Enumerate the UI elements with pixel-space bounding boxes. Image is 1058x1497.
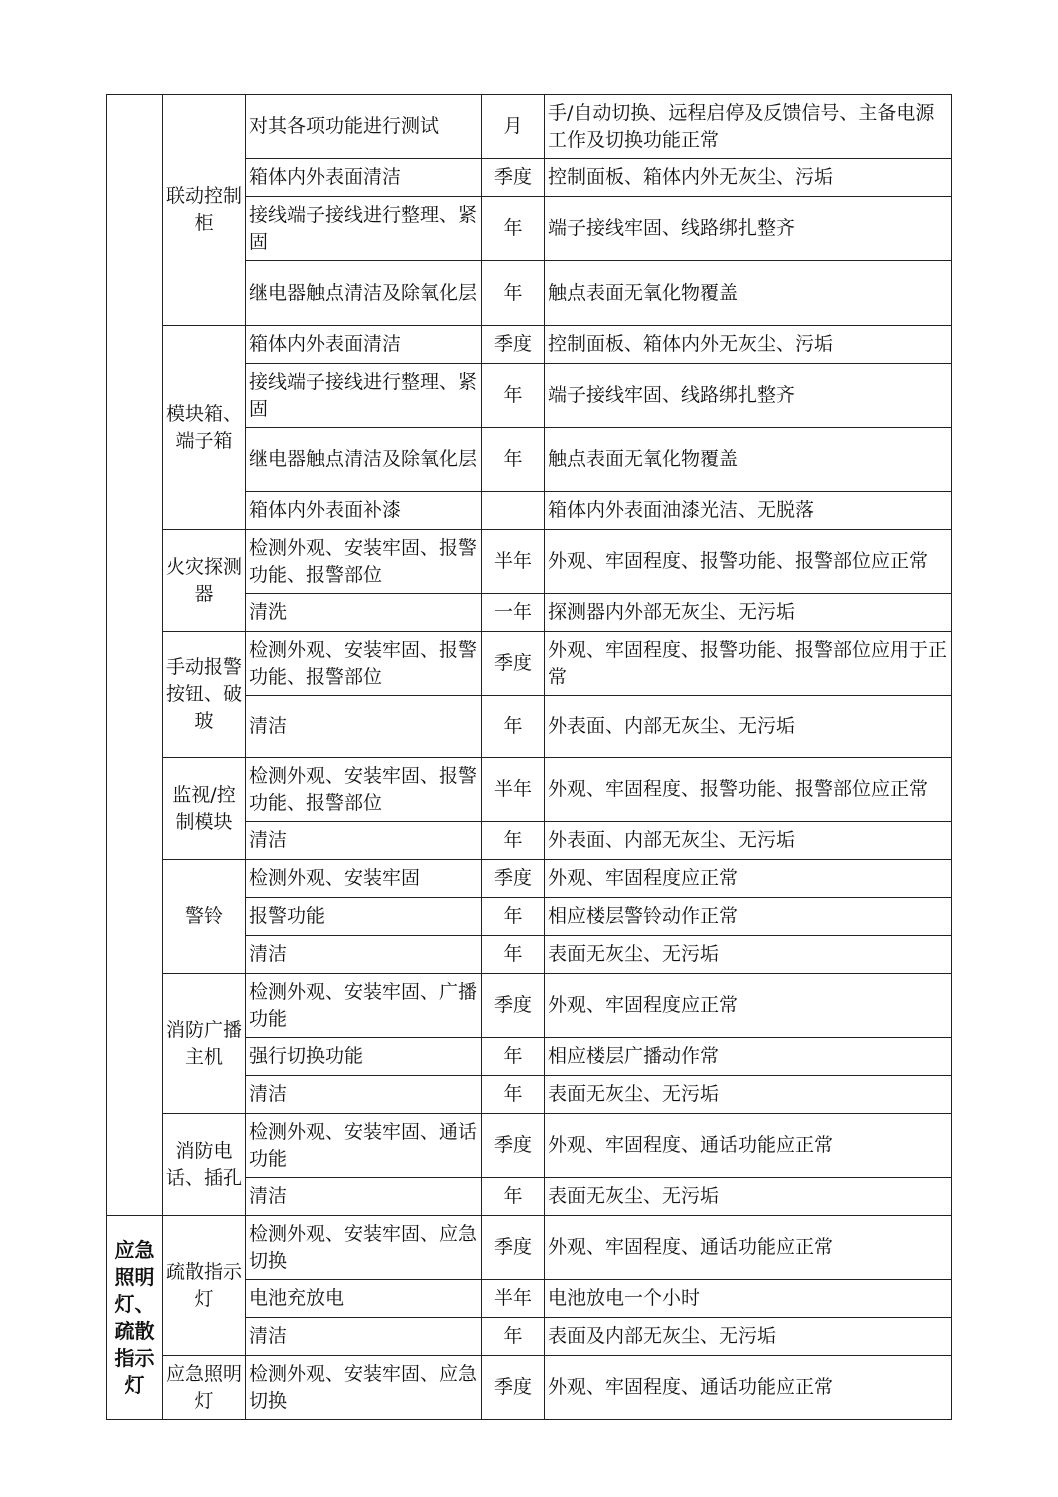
frequency-cell: 季度 [482, 159, 545, 197]
frequency-cell: 一年 [482, 594, 545, 632]
frequency-cell: 半年 [482, 758, 545, 822]
standard-cell: 端子接线牢固、线路绑扎整齐 [545, 364, 952, 428]
item-cell: 箱体内外表面清洁 [246, 159, 482, 197]
standard-cell: 外表面、内部无灰尘、无污垢 [545, 696, 952, 758]
standard-cell: 表面无灰尘、无污垢 [545, 1076, 952, 1114]
device-cell: 联动控制柜 [163, 95, 246, 326]
frequency-cell: 半年 [482, 1280, 545, 1318]
table-row [107, 632, 952, 696]
frequency-cell: 季度 [482, 1216, 545, 1280]
standard-cell: 相应楼层广播动作常 [545, 1038, 952, 1076]
category-cell [107, 95, 163, 1216]
table-row [107, 1114, 952, 1178]
item-cell: 检测外观、安装牢固、报警功能、报警部位 [246, 530, 482, 594]
frequency-cell: 年 [482, 261, 545, 326]
item-cell: 对其各项功能进行测试 [246, 95, 482, 159]
frequency-cell: 季度 [482, 326, 545, 364]
item-cell: 报警功能 [246, 898, 482, 936]
frequency-cell: 年 [482, 1318, 545, 1356]
frequency-cell: 季度 [482, 632, 545, 696]
standard-cell: 外观、牢固程度、通话功能应正常 [545, 1356, 952, 1420]
standard-cell: 外观、牢固程度应正常 [545, 860, 952, 898]
table-row [107, 758, 952, 822]
frequency-cell: 季度 [482, 860, 545, 898]
standard-cell: 外表面、内部无灰尘、无污垢 [545, 822, 952, 860]
device-cell: 监视/控制模块 [163, 758, 246, 860]
frequency-cell: 月 [482, 95, 545, 159]
device-cell: 消防电话、插孔 [163, 1114, 246, 1216]
table-row [107, 1356, 952, 1420]
table-row [107, 974, 952, 1038]
category-cell: 应急照明灯、疏散指示灯 [107, 1216, 163, 1420]
frequency-cell: 半年 [482, 530, 545, 594]
item-cell: 箱体内外表面清洁 [246, 326, 482, 364]
item-cell: 检测外观、安装牢固、应急切换 [246, 1356, 482, 1420]
table-row [107, 860, 952, 898]
item-cell: 继电器触点清洁及除氧化层 [246, 261, 482, 326]
standard-cell: 控制面板、箱体内外无灰尘、污垢 [545, 326, 952, 364]
frequency-cell: 季度 [482, 1356, 545, 1420]
frequency-cell: 年 [482, 696, 545, 758]
frequency-cell: 年 [482, 1076, 545, 1114]
device-cell: 应急照明灯 [163, 1356, 246, 1420]
standard-cell: 外观、牢固程度、报警功能、报警部位应用于正常 [545, 632, 952, 696]
device-cell: 警铃 [163, 860, 246, 974]
table-row [107, 326, 952, 364]
standard-cell: 相应楼层警铃动作正常 [545, 898, 952, 936]
item-cell: 检测外观、安装牢固、报警功能、报警部位 [246, 758, 482, 822]
frequency-cell: 年 [482, 936, 545, 974]
device-cell: 疏散指示灯 [163, 1216, 246, 1356]
item-cell: 清洁 [246, 696, 482, 758]
frequency-cell: 年 [482, 197, 545, 261]
standard-cell: 端子接线牢固、线路绑扎整齐 [545, 197, 952, 261]
standard-cell: 表面及内部无灰尘、无污垢 [545, 1318, 952, 1356]
standard-cell: 外观、牢固程度、报警功能、报警部位应正常 [545, 530, 952, 594]
item-cell: 清洁 [246, 1318, 482, 1356]
item-cell: 清洁 [246, 822, 482, 860]
table-row [107, 530, 952, 594]
item-cell: 清洁 [246, 1076, 482, 1114]
item-cell: 清洗 [246, 594, 482, 632]
table-row [107, 95, 952, 159]
frequency-cell: 年 [482, 898, 545, 936]
frequency-cell [482, 492, 545, 530]
item-cell: 检测外观、安装牢固、广播功能 [246, 974, 482, 1038]
standard-cell: 控制面板、箱体内外无灰尘、污垢 [545, 159, 952, 197]
frequency-cell: 年 [482, 1178, 545, 1216]
maintenance-table [106, 94, 952, 1420]
standard-cell: 箱体内外表面油漆光洁、无脱落 [545, 492, 952, 530]
item-cell: 继电器触点清洁及除氧化层 [246, 428, 482, 492]
standard-cell: 外观、牢固程度、报警功能、报警部位应正常 [545, 758, 952, 822]
item-cell: 强行切换功能 [246, 1038, 482, 1076]
standard-cell: 表面无灰尘、无污垢 [545, 1178, 952, 1216]
standard-cell: 外观、牢固程度、通话功能应正常 [545, 1216, 952, 1280]
standard-cell: 外观、牢固程度应正常 [545, 974, 952, 1038]
device-cell: 火灾探测器 [163, 530, 246, 632]
standard-cell: 电池放电一个小时 [545, 1280, 952, 1318]
item-cell: 接线端子接线进行整理、紧固 [246, 197, 482, 261]
standard-cell: 触点表面无氧化物覆盖 [545, 428, 952, 492]
item-cell: 清洁 [246, 936, 482, 974]
device-cell: 手动报警按钮、破玻 [163, 632, 246, 758]
standard-cell: 触点表面无氧化物覆盖 [545, 261, 952, 326]
item-cell: 检测外观、安装牢固、通话功能 [246, 1114, 482, 1178]
frequency-cell: 季度 [482, 974, 545, 1038]
device-cell: 消防广播主机 [163, 974, 246, 1114]
device-cell: 模块箱、端子箱 [163, 326, 246, 530]
frequency-cell: 年 [482, 1038, 545, 1076]
frequency-cell: 年 [482, 822, 545, 860]
item-cell: 检测外观、安装牢固、应急切换 [246, 1216, 482, 1280]
table-row [107, 1216, 952, 1280]
item-cell: 箱体内外表面补漆 [246, 492, 482, 530]
item-cell: 接线端子接线进行整理、紧固 [246, 364, 482, 428]
frequency-cell: 年 [482, 428, 545, 492]
standard-cell: 表面无灰尘、无污垢 [545, 936, 952, 974]
standard-cell: 手/自动切换、远程启停及反馈信号、主备电源工作及切换功能正常 [545, 95, 952, 159]
item-cell: 电池充放电 [246, 1280, 482, 1318]
item-cell: 清洁 [246, 1178, 482, 1216]
item-cell: 检测外观、安装牢固 [246, 860, 482, 898]
item-cell: 检测外观、安装牢固、报警功能、报警部位 [246, 632, 482, 696]
frequency-cell: 季度 [482, 1114, 545, 1178]
frequency-cell: 年 [482, 364, 545, 428]
standard-cell: 外观、牢固程度、通话功能应正常 [545, 1114, 952, 1178]
standard-cell: 探测器内外部无灰尘、无污垢 [545, 594, 952, 632]
